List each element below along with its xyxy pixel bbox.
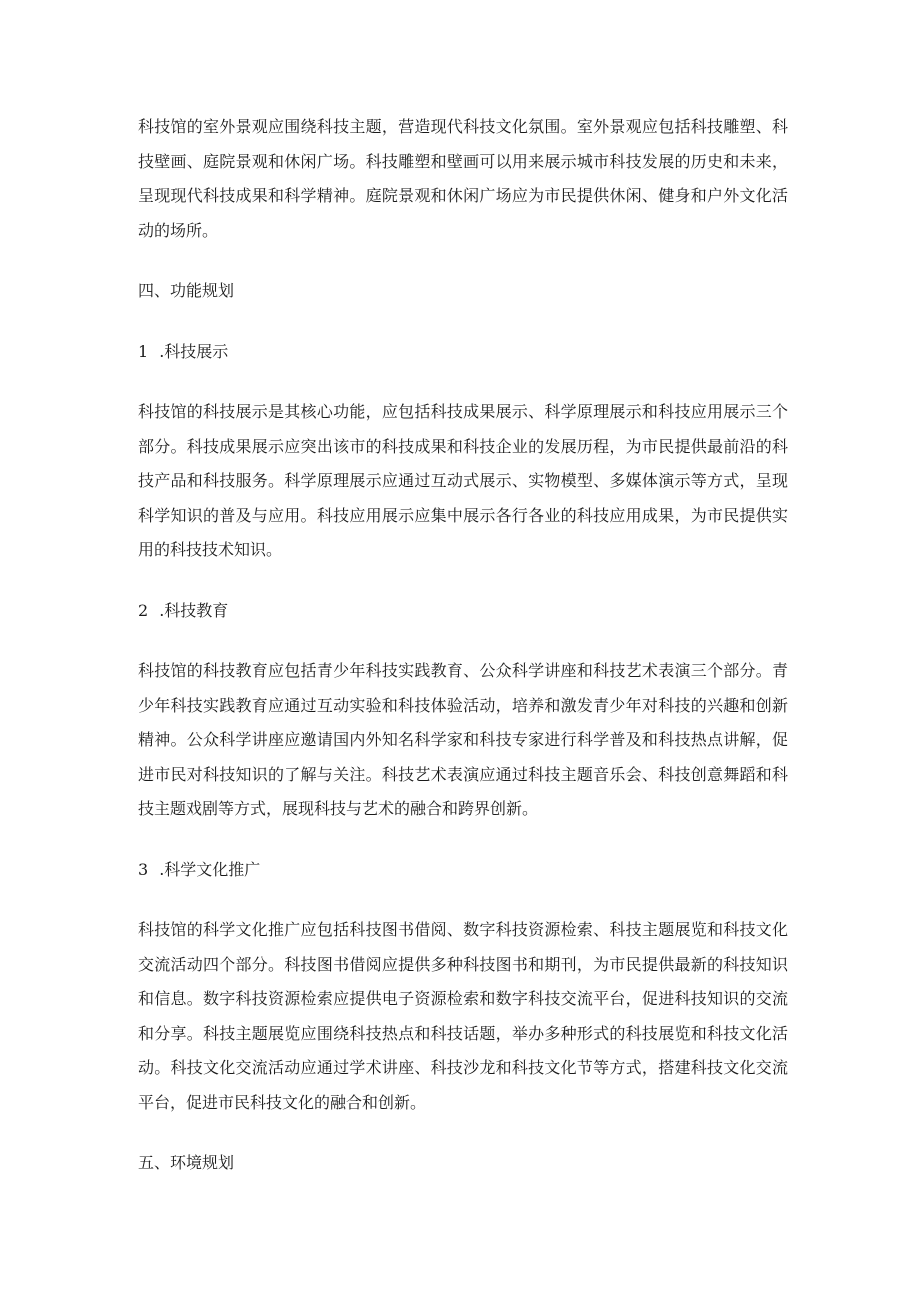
subsection-heading-science-culture <box>138 853 788 888</box>
paragraph-tech-exhibition: 科技馆的科技展示是其核心功能，应包括科技成果展示、科学原理展示和科技应用展示三个部分。科技成果展示应突出该市的科技成果和科技企业的发展历程，为市民提供最前沿的科技产品和科技服务。科学原理展示应通过互动式展示、实物模型、多媒体演示等方式，呈现科学知识的普及与应用。科技应用展示应集中展示各行各业的科技应用成果，为市民提供实用的科技技术知识。 <box>138 402 788 559</box>
subsection-number: 3 <box>138 859 149 879</box>
subsection-heading-tech-exhibition <box>138 335 788 370</box>
section-heading-environment-planning: 五、环境规划 <box>138 1153 235 1172</box>
subsection-number: 1 <box>138 341 149 361</box>
subsection-title: .科学文化推广 <box>159 859 261 879</box>
subsection-title: .科技教育 <box>159 600 229 620</box>
document-page <box>138 110 788 1181</box>
subsection-number: 2 <box>138 600 149 620</box>
section-heading-functional-planning: 四、功能规划 <box>138 281 235 300</box>
subsection-heading-tech-education <box>138 594 788 629</box>
intro-paragraph: 科技馆的室外景观应围绕科技主题，营造现代科技文化氛围。室外景观应包括科技雕塑、科技壁画、庭院景观和休闲广场。科技雕塑和壁画可以用来展示城市科技发展的历史和未来，呈现现代科技成果和科学精神。庭院景观和休闲广场应为市民提供休闲、健身和户外文化活动的场所。 <box>138 117 788 240</box>
paragraph-tech-education: 科技馆的科技教育应包括青少年科技实践教育、公众科学讲座和科技艺术表演三个部分。青少年科技实践教育应通过互动实验和科技体验活动，培养和激发青少年对科技的兴趣和创新精神。公众科学讲座应邀请国内外知名科学家和科技专家进行科学普及和科技热点讲解，促进市民对科技知识的了解与关注。科技艺术表演应通过科技主题音乐会、科技创意舞蹈和科技主题戏剧等方式，展现科技与艺术的融合和跨界创新。 <box>138 661 788 818</box>
paragraph-science-culture: 科技馆的科学文化推广应包括科技图书借阅、数字科技资源检索、科技主题展览和科技文化交流活动四个部分。科技图书借阅应提供多种科技图书和期刊，为市民提供最新的科技知识和信息。数字科技资源检索应提供电子资源检索和数字科技交流平台，促进科技知识的交流和分享。科技主题展览应围绕科技热点和科技话题，举办多种形式的科技展览和科技文化活动。科技文化交流活动应通过学术讲座、科技沙龙和科技文化节等方式，搭建科技文化交流平台，促进市民科技文化的融合和创新。 <box>138 920 788 1112</box>
subsection-title: .科技展示 <box>159 341 229 361</box>
